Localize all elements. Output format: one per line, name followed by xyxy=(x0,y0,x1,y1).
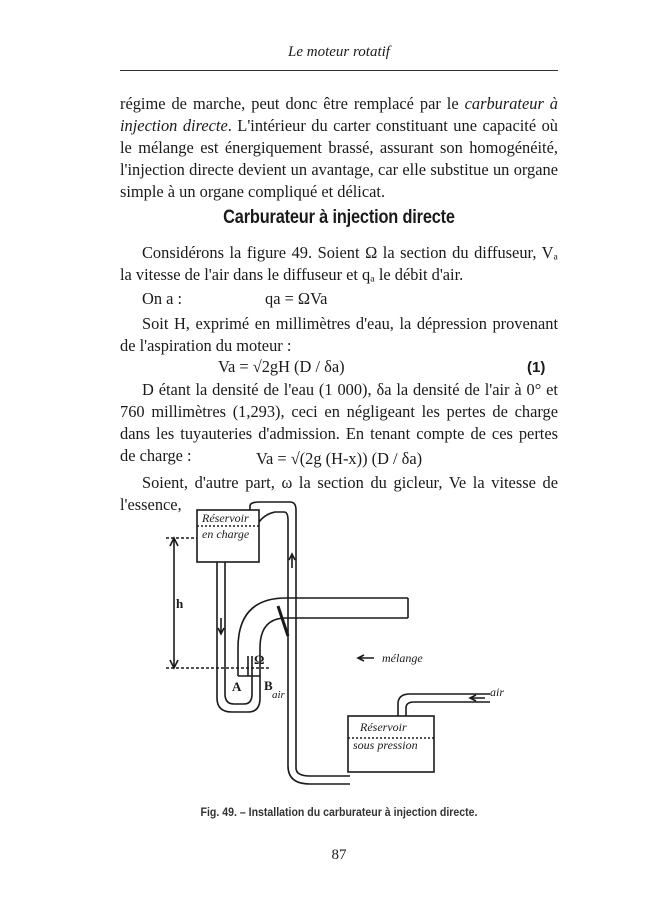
nozzle xyxy=(248,656,252,676)
tank-1-label-line-2: en charge xyxy=(202,527,250,541)
section-title: Carburateur à injection directe xyxy=(223,207,455,228)
b-label: B xyxy=(264,678,273,693)
omega-label: Ω xyxy=(254,652,265,667)
equation-2: Va = √(2g (H-x)) (D / δa) xyxy=(256,449,423,468)
equation-1: Va = √2gH (D / δa) xyxy=(218,357,345,376)
running-head: Le moteur rotatif xyxy=(288,44,390,60)
paragraph-1-italic: carburateur à injection directe xyxy=(120,94,559,135)
tank-1-label-line-1: Réservoir xyxy=(202,511,249,525)
page-number: 87 xyxy=(331,847,347,863)
paragraph-4: D étant la densité de l'eau (1 000), δa la densité de l'air à 0° et 760 millimètres (1,293), ceci en négligeant les pertes de charge dans les tuyauteries d'admission. En tenant compte de ces pertes de charge : xyxy=(120,380,558,465)
paragraph-2: Considérons la figure 49. Soient Ω la section du diffuseur, Vₐ la vitesse de l'air dans le diffuseur et qₐ le débit d'air. xyxy=(120,243,558,284)
figure-caption: Fig. 49. – Installation du carburateur à injection directe. xyxy=(200,805,478,819)
tank-2-label-line-2: sous pression xyxy=(353,738,418,752)
paragraph-5: Soient, d'autre part, ω la section du gicleur, Ve la vitesse de l'essence, xyxy=(120,473,558,514)
equation-1-number: (1) xyxy=(527,359,546,376)
butterfly-valve xyxy=(278,606,288,636)
header-rule xyxy=(120,70,558,71)
melange-label: mélange xyxy=(382,651,423,665)
paragraph-1-text-b: . L'intérieur du carter constituant une capacité où le mélange est énergiquement brassé, assurant son homogénéité, l'injection directe devient un avantage, car elle substitue un organe simple à un organe compliqué et délicat. xyxy=(120,116,558,201)
air-small-label: air xyxy=(272,689,285,701)
equation-0: qa = ΩVa xyxy=(265,289,328,308)
tank-2-label-line-1: Réservoir xyxy=(360,720,407,734)
a-label: A xyxy=(232,679,242,694)
air-inlet-label: air xyxy=(490,685,505,699)
on-a-label: On a : xyxy=(142,289,183,308)
paragraph-1-text-a: régime de marche, peut donc être remplacé par le xyxy=(120,94,465,113)
paragraph-3: Soit H, exprimé en millimètres d'eau, la dépression provenant de l'aspiration du moteur : xyxy=(120,314,558,355)
figure-49-diagram xyxy=(160,498,530,798)
h-label: h xyxy=(176,596,184,611)
paragraph-1 xyxy=(120,93,558,203)
